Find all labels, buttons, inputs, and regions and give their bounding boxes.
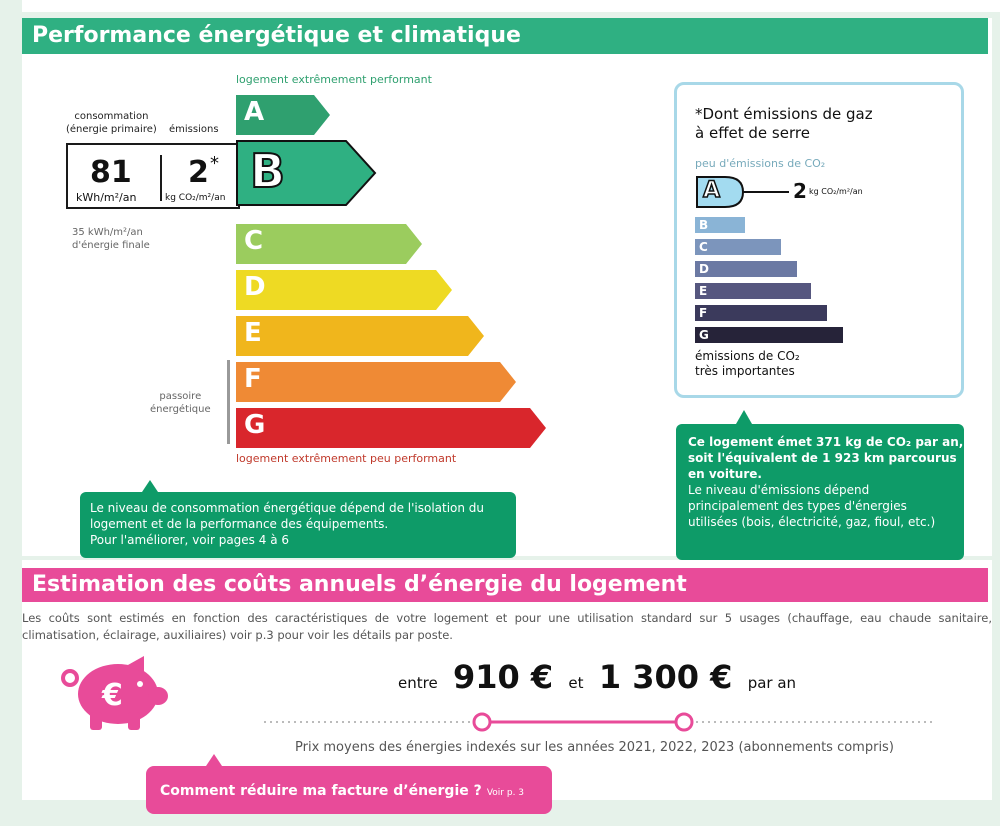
gas-class-c-bar: C (695, 239, 781, 255)
energy-class-f-letter: F (244, 364, 262, 394)
energy-class-e-letter: E (244, 318, 262, 348)
passoire-label: passoire énergétique (150, 391, 211, 415)
consumption-callout-text: Le niveau de consommation énergétique dépend de l'isolation du logement et de la performance des équipements. Pour l'améliorer, voir pages 4 à 6 (90, 501, 485, 547)
energy-section-title: Performance énergétique et climatique (32, 23, 521, 48)
range-entre: entre (398, 674, 438, 692)
piggy-bank-icon (60, 656, 170, 736)
energy-section-header (22, 18, 988, 54)
emissions-star: * (210, 153, 219, 174)
gas-unit: kg CO₂/m²/an (809, 187, 863, 196)
range-low-value: 910 € (452, 658, 554, 696)
gas-low-label: peu d'émissions de CO₂ (695, 157, 826, 170)
energy-class-a-bar (236, 95, 332, 135)
gas-value: 2 (793, 179, 807, 203)
energy-class-d-bar (236, 270, 454, 310)
box-divider (160, 155, 162, 201)
emissions-value: 2 (188, 155, 209, 190)
final-energy-note: 35 kWh/m²/an d'énergie finale (72, 227, 150, 251)
gas-callout-bold: Ce logement émet 371 kg de CO₂ par an, soit l'équivalent de 1 923 km parcourus en voiture. (688, 435, 964, 481)
gas-callout (676, 424, 964, 560)
energy-class-g-bar (236, 408, 548, 448)
price-note: Prix moyens des énergies indexés sur les années 2021, 2022, 2023 (abonnements compris) (295, 740, 894, 755)
bottom-performance-label: logement extrêmement peu performant (236, 452, 457, 465)
gas-class-e-bar: E (695, 283, 811, 299)
costs-description: Les coûts sont estimés en fonction des caractéristiques de votre logement et pour une utilisation standard sur 5 usages (chauffage, eau chaude sanitaire, climatisation, éclairage, auxiliaires) voir p.3 pour voir les détails par poste. (22, 611, 992, 642)
consumption-header: consommation (énergie primaire) (66, 111, 157, 135)
range-par-an: par an (747, 674, 797, 692)
emissions-header: émissions (169, 124, 219, 135)
reduce-bill-text: Comment réduire ma facture d’énergie ? (160, 783, 482, 799)
costs-section-title: Estimation des coûts annuels d’énergie du logement (32, 572, 687, 597)
gas-class-b-bar: B (695, 217, 745, 233)
gas-class-a-current (695, 175, 885, 213)
energy-performance-section (22, 18, 992, 556)
energy-class-a-letter: A (244, 97, 265, 127)
passoire-bracket (227, 360, 230, 444)
consumption-callout (80, 492, 516, 558)
energy-class-c-letter: C (244, 226, 264, 256)
gas-class-f-bar: F (695, 305, 827, 321)
consumption-unit: kWh/m²/an (76, 191, 137, 204)
energy-class-e-bar (236, 316, 486, 356)
euro-symbol: € (102, 678, 123, 713)
energy-class-b-bar-current (236, 140, 378, 210)
reduce-bill-page-ref[interactable]: Voir p. 3 (486, 788, 525, 798)
top-performance-label: logement extrêmement performant (236, 73, 432, 86)
costs-section (22, 560, 992, 800)
consumption-box (66, 143, 240, 209)
energy-class-d-letter: D (244, 272, 266, 302)
emissions-unit: kg CO₂/m²/an (165, 193, 226, 203)
reduce-bill-callout[interactable] (146, 766, 552, 814)
gas-high-label: émissions de CO₂ très importantes (695, 349, 800, 378)
energy-class-f-bar (236, 362, 518, 402)
range-high-value: 1 300 € (598, 658, 733, 696)
energy-class-g-letter: G (244, 410, 266, 440)
gas-class-a-letter: A (703, 178, 721, 203)
costs-section-header (22, 568, 988, 602)
gas-callout-text: Le niveau d'émissions dépend principalement des types d'énergies utilisées (bois, électricité, gaz, fioul, etc.) (688, 483, 936, 529)
energy-class-c-bar (236, 224, 424, 264)
gas-title: *Dont émissions de gaz à effet de serre (695, 105, 873, 142)
consumption-value: 81 (90, 155, 132, 190)
energy-class-b-letter: B (250, 144, 286, 198)
range-et: et (568, 674, 584, 692)
gas-class-d-bar: D (695, 261, 797, 277)
cost-range-slider (264, 710, 944, 738)
top-strip (22, 0, 1000, 12)
gas-emissions-box (674, 82, 964, 398)
cost-range (398, 658, 796, 696)
gas-class-g-bar: G (695, 327, 843, 343)
